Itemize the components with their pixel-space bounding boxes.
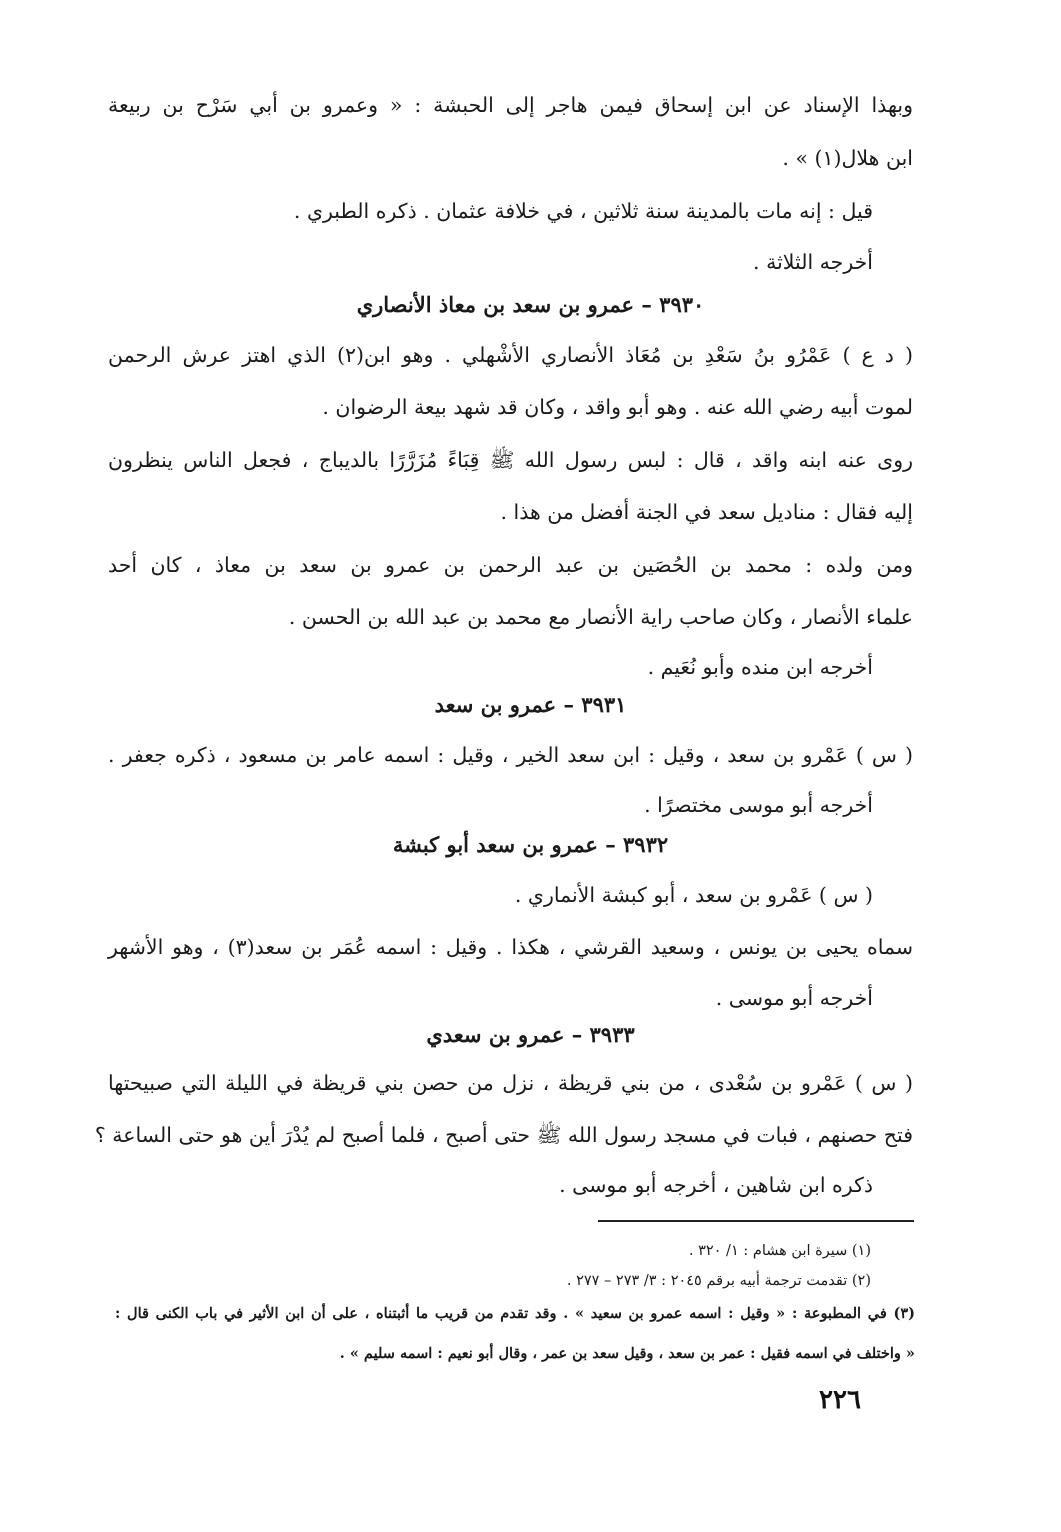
- text-line: ( س ) عَمْرو بن سعد ، أبو كبشة الأنماري .: [514, 883, 873, 907]
- footnote: (١) سيرة ابن هشام : ١/ ٣٢٠ .: [688, 1243, 871, 1259]
- entry-heading: ٣٩٣٠ – عمرو بن سعد بن معاذ الأنصاري: [356, 292, 705, 317]
- text-line: وبهذا الإسناد عن ابن إسحاق فيمن هاجر إلى الحبشة : « وعمرو بن أبي سَرْح بن ربيعة: [108, 93, 913, 117]
- text-line: ابن هلال(١) » .: [782, 146, 913, 170]
- text-line: أخرجه أبو موسى .: [715, 986, 873, 1010]
- text-line: أخرجه ابن منده وأبو نُعَيم .: [647, 655, 873, 679]
- footnote: (٣) في المطبوعة : « وقيل : اسمه عمرو بن سعيد » . وقد تقدم من قريب ما أثبتناه ، على أن ابن الأثير في باب الكنى قال :: [115, 1305, 915, 1322]
- text-line: فتح حصنهم ، فبات في مسجد رسول الله ﷺ حتى أصبح ، فلما أصبح لم يُدْرَ أين هو حتى الساعة ؟: [94, 1123, 913, 1147]
- text-line: إليه فقال : مناديل سعد في الجنة أفضل من هذا .: [500, 500, 913, 524]
- entry-heading: ٣٩٣٣ – عمرو بن سعدي: [426, 1022, 635, 1047]
- text-line: ومن ولده : محمد بن الحُصَين بن عبد الرحمن بن عمرو بن سعد بن معاذ ، كان أحد: [108, 553, 914, 577]
- page-number: ٢٢٦: [819, 1385, 861, 1415]
- text-line: أخرجه الثلاثة .: [753, 250, 873, 274]
- text-line: ( د ع ) عَمْرُو بنُ سَعْدِ بن مُعَاذ الأنصاري الأشْهلي . وهو ابن(٢) الذي اهتز عرش الرحمن: [108, 343, 914, 367]
- text-line: لموت أبيه رضي الله عنه . وهو أبو واقد ، وكان قد شهد بيعة الرضوان .: [322, 395, 913, 419]
- entry-heading: ٣٩٣١ – عمرو بن سعد: [434, 692, 627, 717]
- footnote-separator: [598, 1220, 914, 1222]
- footnote: (٢) تقدمت ترجمة أبيه برقم ٢٠٤٥ : ٣/ ٢٧٣ – ٢٧٧ .: [566, 1273, 871, 1289]
- footnote: « واختلف في اسمه فقيل : عمر بن سعد ، وقيل سعد بن عمر ، وقال أبو نعيم : اسمه سليم » .: [339, 1345, 915, 1362]
- text-line: أخرجه أبو موسى مختصرًا .: [644, 793, 873, 817]
- text-line: علماء الأنصار ، وكان صاحب راية الأنصار مع محمد بن عبد الله بن الحسن .: [288, 605, 913, 629]
- text-line: ذكره ابن شاهين ، أخرجه أبو موسى .: [559, 1173, 873, 1197]
- entry-heading: ٣٩٣٢ – عمرو بن سعد أبو كبشة: [392, 832, 669, 857]
- text-line: سماه يحيى بن يونس ، وسعيد القرشي ، هكذا . وقيل : اسمه عُمَر بن سعد(٣) ، وهو الأشهر: [108, 935, 913, 959]
- text-line: ( س ) عَمْرو بن سُعْدى ، من بني قريظة ، نزل من حصن بني قريظة في الليلة التي صبيحتها: [108, 1071, 913, 1095]
- text-line: روى عنه ابنه واقد ، قال : لبس رسول الله ﷺ قِبَاءً مُزَرَّرًا بالديباج ، فجعل الناس ينظرون: [108, 448, 913, 472]
- text-line: قيل : إنه مات بالمدينة سنة ثلاثين ، في خلافة عثمان . ذكره الطبري .: [293, 199, 873, 223]
- text-line: ( س ) عَمْرو بن سعد ، وقيل : ابن سعد الخير ، وقيل : اسمه عامر بن مسعود ، ذكره جعفر .: [108, 743, 913, 767]
